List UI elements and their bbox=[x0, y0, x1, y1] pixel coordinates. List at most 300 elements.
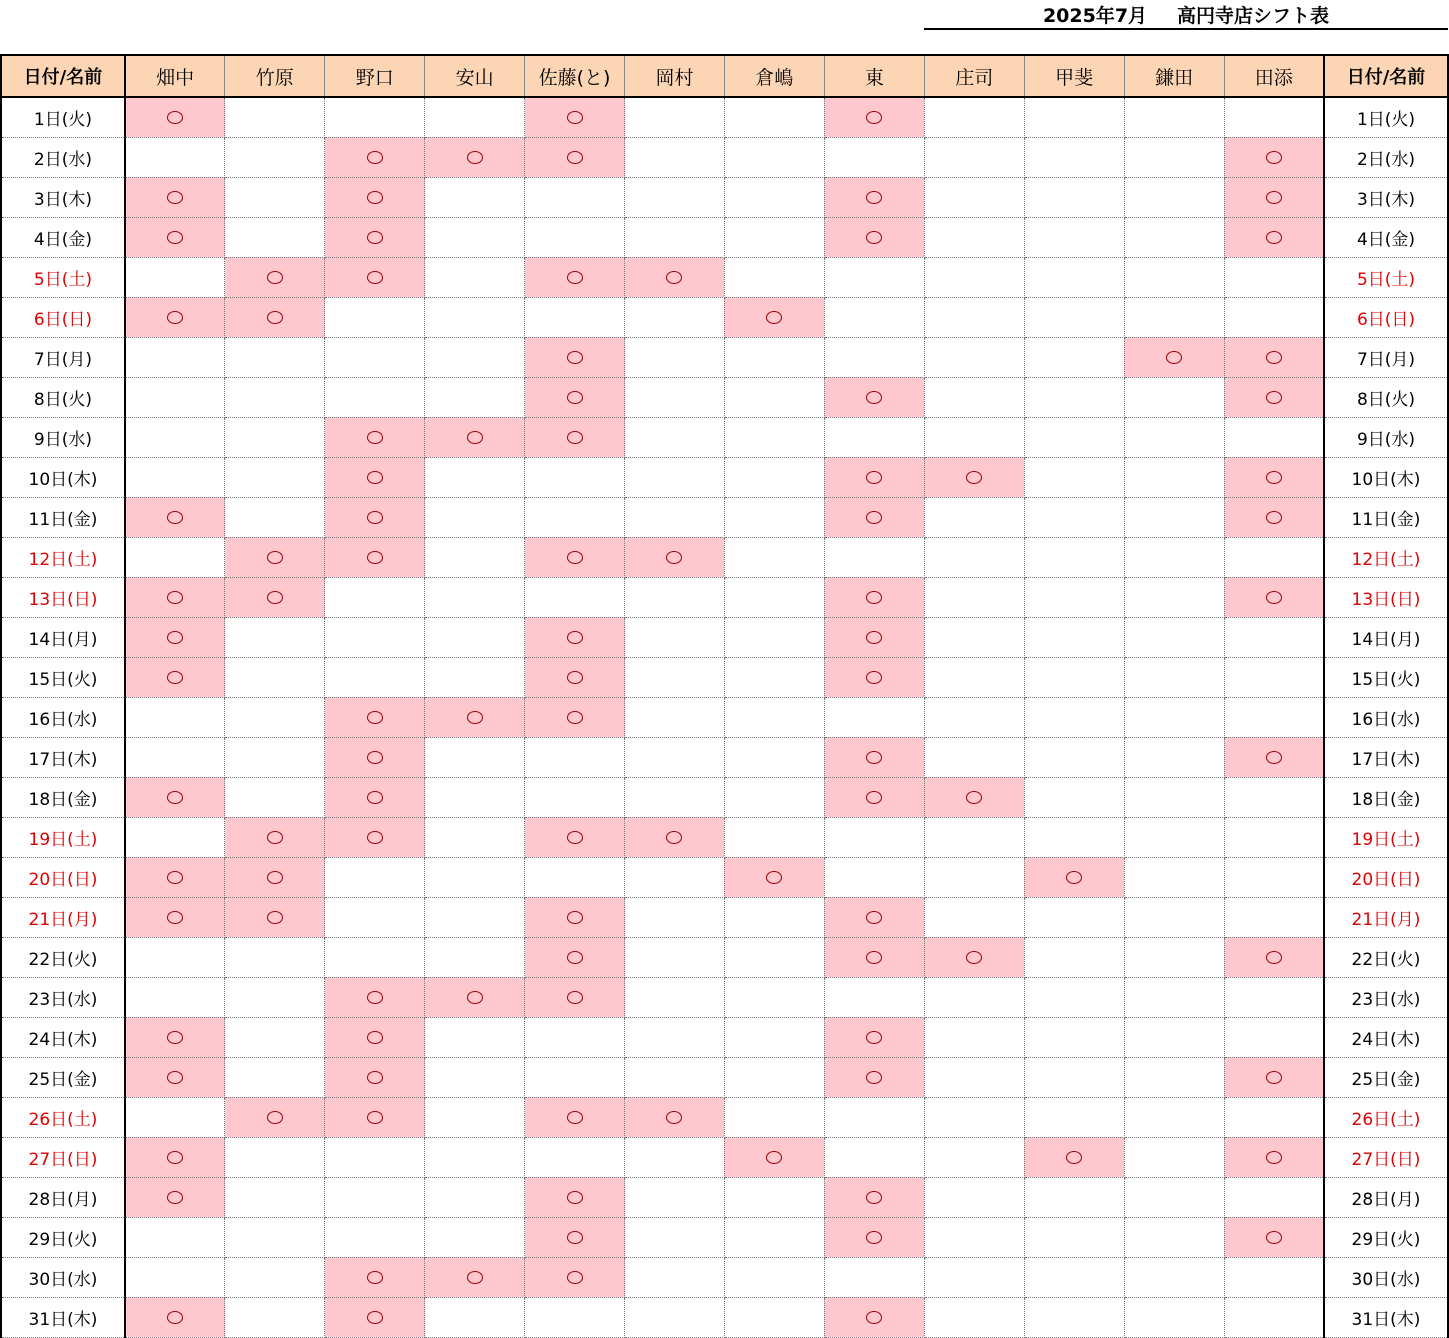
shift-cell[interactable] bbox=[824, 137, 924, 177]
shift-cell[interactable] bbox=[525, 817, 625, 857]
shift-cell[interactable] bbox=[225, 377, 325, 417]
shift-cell[interactable] bbox=[1024, 337, 1124, 377]
shift-cell[interactable] bbox=[425, 497, 525, 537]
shift-cell[interactable] bbox=[425, 857, 525, 897]
shift-cell[interactable] bbox=[625, 1097, 725, 1137]
shift-cell[interactable] bbox=[824, 337, 924, 377]
shift-cell[interactable] bbox=[1224, 337, 1324, 377]
shift-cell[interactable] bbox=[425, 297, 525, 337]
shift-cell[interactable] bbox=[724, 937, 824, 977]
shift-cell[interactable] bbox=[525, 1217, 625, 1257]
shift-cell[interactable] bbox=[325, 1097, 425, 1137]
shift-cell[interactable] bbox=[1224, 817, 1324, 857]
shift-cell[interactable] bbox=[724, 977, 824, 1017]
shift-cell[interactable] bbox=[724, 1137, 824, 1177]
shift-cell[interactable] bbox=[1124, 257, 1224, 297]
shift-cell[interactable] bbox=[125, 1137, 225, 1177]
shift-cell[interactable] bbox=[425, 817, 525, 857]
shift-cell[interactable] bbox=[1024, 977, 1124, 1017]
shift-cell[interactable] bbox=[625, 137, 725, 177]
shift-cell[interactable] bbox=[325, 897, 425, 937]
shift-cell[interactable] bbox=[625, 217, 725, 257]
shift-cell[interactable] bbox=[625, 1297, 725, 1337]
shift-cell[interactable] bbox=[724, 1017, 824, 1057]
shift-cell[interactable] bbox=[325, 1137, 425, 1177]
shift-cell[interactable] bbox=[1224, 1257, 1324, 1297]
shift-cell[interactable] bbox=[824, 257, 924, 297]
shift-cell[interactable] bbox=[924, 977, 1024, 1017]
shift-cell[interactable] bbox=[625, 1137, 725, 1177]
shift-cell[interactable] bbox=[525, 1297, 625, 1337]
shift-cell[interactable] bbox=[724, 297, 824, 337]
shift-cell[interactable] bbox=[625, 777, 725, 817]
shift-cell[interactable] bbox=[225, 857, 325, 897]
shift-cell[interactable] bbox=[1024, 457, 1124, 497]
shift-cell[interactable] bbox=[1224, 417, 1324, 457]
shift-cell[interactable] bbox=[924, 1137, 1024, 1177]
shift-cell[interactable] bbox=[325, 337, 425, 377]
shift-cell[interactable] bbox=[724, 177, 824, 217]
shift-cell[interactable] bbox=[824, 1297, 924, 1337]
shift-cell[interactable] bbox=[1124, 817, 1224, 857]
shift-cell[interactable] bbox=[225, 1137, 325, 1177]
shift-cell[interactable] bbox=[325, 377, 425, 417]
shift-cell[interactable] bbox=[325, 217, 425, 257]
shift-cell[interactable] bbox=[724, 97, 824, 137]
shift-cell[interactable] bbox=[225, 1057, 325, 1097]
shift-cell[interactable] bbox=[1224, 1137, 1324, 1177]
shift-cell[interactable] bbox=[325, 937, 425, 977]
shift-cell[interactable] bbox=[1224, 617, 1324, 657]
shift-cell[interactable] bbox=[125, 657, 225, 697]
shift-cell[interactable] bbox=[425, 1177, 525, 1217]
shift-cell[interactable] bbox=[924, 897, 1024, 937]
shift-cell[interactable] bbox=[1024, 1017, 1124, 1057]
shift-cell[interactable] bbox=[924, 777, 1024, 817]
shift-cell[interactable] bbox=[125, 217, 225, 257]
shift-cell[interactable] bbox=[924, 377, 1024, 417]
shift-cell[interactable] bbox=[125, 697, 225, 737]
shift-cell[interactable] bbox=[425, 257, 525, 297]
shift-cell[interactable] bbox=[525, 537, 625, 577]
shift-cell[interactable] bbox=[824, 177, 924, 217]
shift-cell[interactable] bbox=[625, 497, 725, 537]
shift-cell[interactable] bbox=[1224, 1017, 1324, 1057]
shift-cell[interactable] bbox=[1224, 1297, 1324, 1337]
shift-cell[interactable] bbox=[924, 617, 1024, 657]
shift-cell[interactable] bbox=[1124, 1017, 1224, 1057]
shift-cell[interactable] bbox=[724, 1257, 824, 1297]
shift-cell[interactable] bbox=[924, 1177, 1024, 1217]
shift-cell[interactable] bbox=[1024, 217, 1124, 257]
shift-cell[interactable] bbox=[1124, 1257, 1224, 1297]
shift-cell[interactable] bbox=[724, 137, 824, 177]
shift-cell[interactable] bbox=[1024, 737, 1124, 777]
shift-cell[interactable] bbox=[625, 737, 725, 777]
shift-cell[interactable] bbox=[1124, 1297, 1224, 1337]
shift-cell[interactable] bbox=[1224, 577, 1324, 617]
shift-cell[interactable] bbox=[125, 1297, 225, 1337]
shift-cell[interactable] bbox=[125, 777, 225, 817]
shift-cell[interactable] bbox=[525, 897, 625, 937]
shift-cell[interactable] bbox=[1124, 537, 1224, 577]
shift-cell[interactable] bbox=[625, 577, 725, 617]
shift-cell[interactable] bbox=[824, 417, 924, 457]
shift-cell[interactable] bbox=[1124, 977, 1224, 1017]
shift-cell[interactable] bbox=[125, 257, 225, 297]
shift-cell[interactable] bbox=[225, 1017, 325, 1057]
shift-cell[interactable] bbox=[125, 417, 225, 457]
shift-cell[interactable] bbox=[225, 417, 325, 457]
shift-cell[interactable] bbox=[625, 457, 725, 497]
shift-cell[interactable] bbox=[724, 537, 824, 577]
shift-cell[interactable] bbox=[225, 577, 325, 617]
shift-cell[interactable] bbox=[1024, 617, 1124, 657]
shift-cell[interactable] bbox=[325, 457, 425, 497]
shift-cell[interactable] bbox=[924, 337, 1024, 377]
shift-cell[interactable] bbox=[625, 257, 725, 297]
shift-cell[interactable] bbox=[724, 697, 824, 737]
shift-cell[interactable] bbox=[824, 977, 924, 1017]
shift-cell[interactable] bbox=[924, 657, 1024, 697]
shift-cell[interactable] bbox=[1124, 457, 1224, 497]
shift-cell[interactable] bbox=[724, 457, 824, 497]
shift-cell[interactable] bbox=[1124, 217, 1224, 257]
shift-cell[interactable] bbox=[425, 417, 525, 457]
shift-cell[interactable] bbox=[125, 97, 225, 137]
shift-cell[interactable] bbox=[924, 697, 1024, 737]
shift-cell[interactable] bbox=[525, 577, 625, 617]
shift-cell[interactable] bbox=[1124, 97, 1224, 137]
shift-cell[interactable] bbox=[824, 857, 924, 897]
shift-cell[interactable] bbox=[525, 1057, 625, 1097]
shift-cell[interactable] bbox=[1024, 937, 1124, 977]
shift-cell[interactable] bbox=[425, 777, 525, 817]
shift-cell[interactable] bbox=[1024, 1177, 1124, 1217]
shift-cell[interactable] bbox=[1224, 137, 1324, 177]
shift-cell[interactable] bbox=[1024, 777, 1124, 817]
shift-cell[interactable] bbox=[425, 537, 525, 577]
shift-cell[interactable] bbox=[425, 1297, 525, 1337]
shift-cell[interactable] bbox=[625, 177, 725, 217]
shift-cell[interactable] bbox=[225, 1217, 325, 1257]
shift-cell[interactable] bbox=[924, 817, 1024, 857]
shift-cell[interactable] bbox=[625, 1257, 725, 1297]
shift-cell[interactable] bbox=[824, 1097, 924, 1137]
shift-cell[interactable] bbox=[1124, 337, 1224, 377]
shift-cell[interactable] bbox=[1124, 1057, 1224, 1097]
shift-cell[interactable] bbox=[125, 177, 225, 217]
shift-cell[interactable] bbox=[425, 217, 525, 257]
shift-cell[interactable] bbox=[1224, 937, 1324, 977]
shift-cell[interactable] bbox=[625, 1057, 725, 1097]
shift-cell[interactable] bbox=[525, 697, 625, 737]
shift-cell[interactable] bbox=[525, 937, 625, 977]
shift-cell[interactable] bbox=[425, 577, 525, 617]
shift-cell[interactable] bbox=[724, 337, 824, 377]
shift-cell[interactable] bbox=[1124, 577, 1224, 617]
shift-cell[interactable] bbox=[1224, 977, 1324, 1017]
shift-cell[interactable] bbox=[425, 657, 525, 697]
shift-cell[interactable] bbox=[225, 1177, 325, 1217]
shift-cell[interactable] bbox=[525, 457, 625, 497]
shift-cell[interactable] bbox=[724, 417, 824, 457]
shift-cell[interactable] bbox=[525, 1177, 625, 1217]
shift-cell[interactable] bbox=[1024, 697, 1124, 737]
shift-cell[interactable] bbox=[924, 1057, 1024, 1097]
shift-cell[interactable] bbox=[125, 297, 225, 337]
shift-cell[interactable] bbox=[525, 377, 625, 417]
shift-cell[interactable] bbox=[724, 657, 824, 697]
shift-cell[interactable] bbox=[125, 497, 225, 537]
shift-cell[interactable] bbox=[824, 817, 924, 857]
shift-cell[interactable] bbox=[325, 537, 425, 577]
shift-cell[interactable] bbox=[1024, 137, 1124, 177]
shift-cell[interactable] bbox=[1124, 897, 1224, 937]
shift-cell[interactable] bbox=[525, 1137, 625, 1177]
shift-cell[interactable] bbox=[1224, 457, 1324, 497]
shift-cell[interactable] bbox=[1024, 377, 1124, 417]
shift-cell[interactable] bbox=[425, 937, 525, 977]
shift-cell[interactable] bbox=[1124, 657, 1224, 697]
shift-cell[interactable] bbox=[425, 457, 525, 497]
shift-cell[interactable] bbox=[525, 337, 625, 377]
shift-cell[interactable] bbox=[1224, 777, 1324, 817]
shift-cell[interactable] bbox=[425, 97, 525, 137]
shift-cell[interactable] bbox=[1224, 257, 1324, 297]
shift-cell[interactable] bbox=[625, 1217, 725, 1257]
shift-cell[interactable] bbox=[1124, 377, 1224, 417]
shift-cell[interactable] bbox=[824, 297, 924, 337]
shift-cell[interactable] bbox=[325, 297, 425, 337]
shift-cell[interactable] bbox=[225, 817, 325, 857]
shift-cell[interactable] bbox=[425, 697, 525, 737]
shift-cell[interactable] bbox=[325, 1217, 425, 1257]
shift-cell[interactable] bbox=[1124, 857, 1224, 897]
shift-cell[interactable] bbox=[1024, 497, 1124, 537]
shift-cell[interactable] bbox=[824, 97, 924, 137]
shift-cell[interactable] bbox=[1224, 97, 1324, 137]
shift-cell[interactable] bbox=[1224, 497, 1324, 537]
shift-cell[interactable] bbox=[125, 457, 225, 497]
shift-cell[interactable] bbox=[1024, 537, 1124, 577]
shift-cell[interactable] bbox=[1024, 297, 1124, 337]
shift-cell[interactable] bbox=[125, 137, 225, 177]
shift-cell[interactable] bbox=[525, 777, 625, 817]
shift-cell[interactable] bbox=[1024, 1057, 1124, 1097]
shift-cell[interactable] bbox=[225, 497, 325, 537]
shift-cell[interactable] bbox=[425, 177, 525, 217]
shift-cell[interactable] bbox=[125, 737, 225, 777]
shift-cell[interactable] bbox=[1124, 697, 1224, 737]
shift-cell[interactable] bbox=[525, 297, 625, 337]
shift-cell[interactable] bbox=[225, 937, 325, 977]
shift-cell[interactable] bbox=[824, 1257, 924, 1297]
shift-cell[interactable] bbox=[225, 977, 325, 1017]
shift-cell[interactable] bbox=[225, 97, 325, 137]
shift-cell[interactable] bbox=[325, 257, 425, 297]
shift-cell[interactable] bbox=[824, 217, 924, 257]
shift-cell[interactable] bbox=[525, 497, 625, 537]
shift-cell[interactable] bbox=[824, 1177, 924, 1217]
shift-cell[interactable] bbox=[125, 1177, 225, 1217]
shift-cell[interactable] bbox=[824, 617, 924, 657]
shift-cell[interactable] bbox=[924, 257, 1024, 297]
shift-cell[interactable] bbox=[924, 297, 1024, 337]
shift-cell[interactable] bbox=[924, 217, 1024, 257]
shift-cell[interactable] bbox=[824, 737, 924, 777]
shift-cell[interactable] bbox=[125, 937, 225, 977]
shift-cell[interactable] bbox=[824, 937, 924, 977]
shift-cell[interactable] bbox=[1024, 1257, 1124, 1297]
shift-cell[interactable] bbox=[824, 457, 924, 497]
shift-cell[interactable] bbox=[1024, 577, 1124, 617]
shift-cell[interactable] bbox=[724, 1217, 824, 1257]
shift-cell[interactable] bbox=[1124, 1217, 1224, 1257]
shift-cell[interactable] bbox=[1224, 1097, 1324, 1137]
shift-cell[interactable] bbox=[625, 817, 725, 857]
shift-cell[interactable] bbox=[1124, 737, 1224, 777]
shift-cell[interactable] bbox=[225, 1097, 325, 1137]
shift-cell[interactable] bbox=[924, 1297, 1024, 1337]
shift-cell[interactable] bbox=[625, 657, 725, 697]
shift-cell[interactable] bbox=[1124, 937, 1224, 977]
shift-cell[interactable] bbox=[525, 657, 625, 697]
shift-cell[interactable] bbox=[225, 177, 325, 217]
shift-cell[interactable] bbox=[325, 657, 425, 697]
shift-cell[interactable] bbox=[125, 1097, 225, 1137]
shift-cell[interactable] bbox=[924, 1097, 1024, 1137]
shift-cell[interactable] bbox=[724, 737, 824, 777]
shift-cell[interactable] bbox=[525, 97, 625, 137]
shift-cell[interactable] bbox=[924, 1257, 1024, 1297]
shift-cell[interactable] bbox=[824, 497, 924, 537]
shift-cell[interactable] bbox=[1024, 417, 1124, 457]
shift-cell[interactable] bbox=[1224, 1057, 1324, 1097]
shift-cell[interactable] bbox=[724, 577, 824, 617]
shift-cell[interactable] bbox=[425, 1257, 525, 1297]
shift-cell[interactable] bbox=[525, 257, 625, 297]
shift-cell[interactable] bbox=[625, 897, 725, 937]
shift-cell[interactable] bbox=[1224, 1217, 1324, 1257]
shift-cell[interactable] bbox=[824, 577, 924, 617]
shift-cell[interactable] bbox=[325, 1017, 425, 1057]
shift-cell[interactable] bbox=[625, 337, 725, 377]
shift-cell[interactable] bbox=[125, 577, 225, 617]
shift-cell[interactable] bbox=[1124, 137, 1224, 177]
shift-cell[interactable] bbox=[724, 257, 824, 297]
shift-cell[interactable] bbox=[1224, 217, 1324, 257]
shift-cell[interactable] bbox=[1024, 817, 1124, 857]
shift-cell[interactable] bbox=[325, 817, 425, 857]
shift-cell[interactable] bbox=[225, 777, 325, 817]
shift-cell[interactable] bbox=[924, 937, 1024, 977]
shift-cell[interactable] bbox=[325, 1297, 425, 1337]
shift-cell[interactable] bbox=[625, 617, 725, 657]
shift-cell[interactable] bbox=[125, 1057, 225, 1097]
shift-cell[interactable] bbox=[225, 1297, 325, 1337]
shift-cell[interactable] bbox=[824, 1017, 924, 1057]
shift-cell[interactable] bbox=[225, 457, 325, 497]
shift-cell[interactable] bbox=[1024, 177, 1124, 217]
shift-cell[interactable] bbox=[425, 1057, 525, 1097]
shift-cell[interactable] bbox=[1024, 1297, 1124, 1337]
shift-cell[interactable] bbox=[525, 137, 625, 177]
shift-cell[interactable] bbox=[1124, 617, 1224, 657]
shift-cell[interactable] bbox=[1224, 177, 1324, 217]
shift-cell[interactable] bbox=[225, 257, 325, 297]
shift-cell[interactable] bbox=[1224, 657, 1324, 697]
shift-cell[interactable] bbox=[425, 737, 525, 777]
shift-cell[interactable] bbox=[325, 1257, 425, 1297]
shift-cell[interactable] bbox=[1024, 1137, 1124, 1177]
shift-cell[interactable] bbox=[625, 857, 725, 897]
shift-cell[interactable] bbox=[924, 497, 1024, 537]
shift-cell[interactable] bbox=[1124, 1137, 1224, 1177]
shift-cell[interactable] bbox=[525, 417, 625, 457]
shift-cell[interactable] bbox=[225, 537, 325, 577]
shift-cell[interactable] bbox=[325, 617, 425, 657]
shift-cell[interactable] bbox=[924, 857, 1024, 897]
shift-cell[interactable] bbox=[1124, 1177, 1224, 1217]
shift-cell[interactable] bbox=[325, 137, 425, 177]
shift-cell[interactable] bbox=[625, 297, 725, 337]
shift-cell[interactable] bbox=[1124, 497, 1224, 537]
shift-cell[interactable] bbox=[325, 97, 425, 137]
shift-cell[interactable] bbox=[425, 377, 525, 417]
shift-cell[interactable] bbox=[125, 817, 225, 857]
shift-cell[interactable] bbox=[724, 897, 824, 937]
shift-cell[interactable] bbox=[125, 377, 225, 417]
shift-cell[interactable] bbox=[425, 1217, 525, 1257]
shift-cell[interactable] bbox=[425, 1017, 525, 1057]
shift-cell[interactable] bbox=[924, 417, 1024, 457]
shift-cell[interactable] bbox=[1024, 1217, 1124, 1257]
shift-cell[interactable] bbox=[924, 537, 1024, 577]
shift-cell[interactable] bbox=[1024, 257, 1124, 297]
shift-cell[interactable] bbox=[325, 577, 425, 617]
shift-cell[interactable] bbox=[425, 1137, 525, 1177]
shift-cell[interactable] bbox=[724, 617, 824, 657]
shift-cell[interactable] bbox=[1224, 297, 1324, 337]
shift-cell[interactable] bbox=[325, 737, 425, 777]
shift-cell[interactable] bbox=[225, 297, 325, 337]
shift-cell[interactable] bbox=[625, 97, 725, 137]
shift-cell[interactable] bbox=[125, 1257, 225, 1297]
shift-cell[interactable] bbox=[125, 617, 225, 657]
shift-cell[interactable] bbox=[924, 737, 1024, 777]
shift-cell[interactable] bbox=[525, 177, 625, 217]
shift-cell[interactable] bbox=[1224, 697, 1324, 737]
shift-cell[interactable] bbox=[325, 697, 425, 737]
shift-cell[interactable] bbox=[1124, 1097, 1224, 1137]
shift-cell[interactable] bbox=[1224, 737, 1324, 777]
shift-cell[interactable] bbox=[625, 537, 725, 577]
shift-cell[interactable] bbox=[1024, 657, 1124, 697]
shift-cell[interactable] bbox=[724, 1297, 824, 1337]
shift-cell[interactable] bbox=[724, 817, 824, 857]
shift-cell[interactable] bbox=[824, 697, 924, 737]
shift-cell[interactable] bbox=[325, 857, 425, 897]
shift-cell[interactable] bbox=[625, 1017, 725, 1057]
shift-cell[interactable] bbox=[924, 177, 1024, 217]
shift-cell[interactable] bbox=[724, 1057, 824, 1097]
shift-cell[interactable] bbox=[724, 217, 824, 257]
shift-cell[interactable] bbox=[724, 1097, 824, 1137]
shift-cell[interactable] bbox=[425, 337, 525, 377]
shift-cell[interactable] bbox=[1224, 1177, 1324, 1217]
shift-cell[interactable] bbox=[325, 777, 425, 817]
